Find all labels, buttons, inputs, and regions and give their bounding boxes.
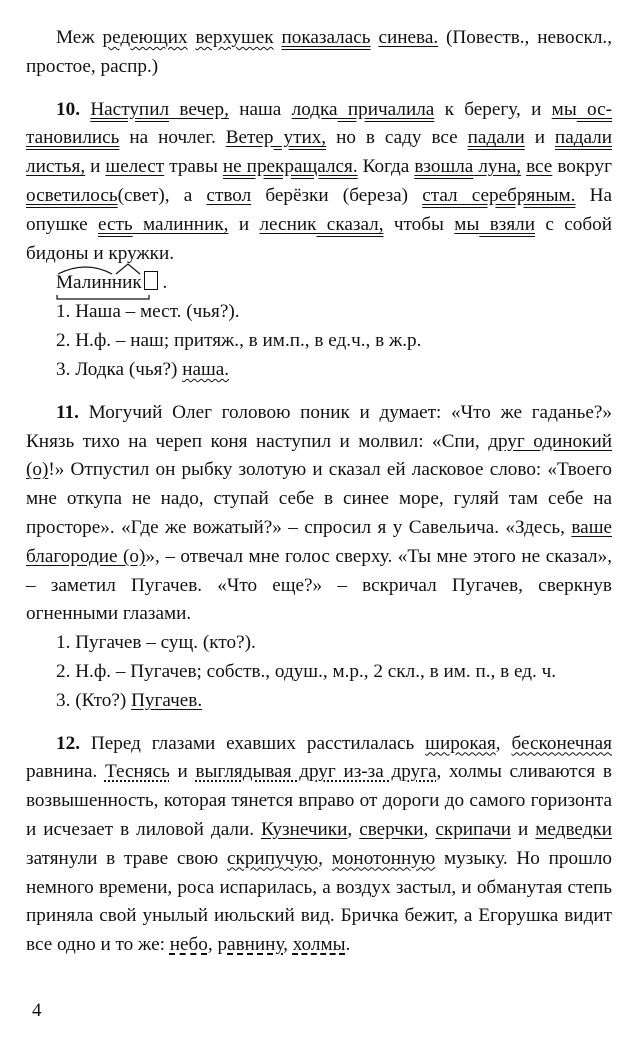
exercise-number: 12. [56, 732, 80, 754]
subject-word: лодка [291, 98, 338, 120]
text: берёзки (береза) [251, 184, 423, 206]
circumstance-word: Теснясь [104, 761, 170, 783]
list-item [26, 687, 612, 716]
scheme-word-text: Малинник [56, 272, 142, 294]
predicate-word: сказал, [316, 213, 384, 235]
definition-word: наша. [182, 358, 230, 380]
text: и [511, 818, 536, 840]
definition-word: верхушек [195, 27, 274, 48]
text: Когда [357, 156, 415, 178]
subject-word: луна, [473, 156, 522, 178]
subject-word: листья, [26, 156, 86, 178]
list-item: 1. Наша – мест. (чья?). [56, 301, 240, 323]
text: На опушке [26, 184, 612, 235]
predicate-word: Наступил [90, 98, 170, 120]
text: (свет), а [117, 184, 207, 206]
page-number: 4 [32, 1000, 42, 1021]
paragraph-11 [26, 399, 612, 629]
predicate-word: причалила [337, 98, 435, 120]
text: . [345, 934, 351, 956]
text: , [207, 934, 218, 956]
text: с собой бидоны и кружки. [26, 213, 613, 264]
text: но в саду все [326, 127, 468, 149]
predicate-word: не прекращался. [222, 156, 358, 178]
subject-word: скрипачи [435, 818, 511, 840]
predicate-word: показалась [281, 27, 371, 48]
spacer [26, 385, 612, 399]
definition-word: редеющих [102, 27, 188, 48]
paragraph-intro [26, 24, 612, 82]
subject-word: Кузнечики [261, 818, 348, 840]
address-phrase: ваше благородие (о) [26, 516, 612, 567]
predicate-word: взошла [414, 156, 474, 178]
subject-word: мы [551, 98, 577, 120]
text: Меж [56, 27, 103, 48]
exercise-number: 11. [56, 401, 79, 423]
text: , [423, 818, 436, 840]
subject-word: медведки [535, 818, 613, 840]
text: Могучий Олег головою поник и думает: «Что же гаданье?» Князь тихо на череп коня наступил и молвил: «Спи, [26, 401, 612, 452]
word-scheme [26, 268, 612, 298]
text: вокруг [552, 156, 612, 178]
predicate-word: падали [467, 127, 525, 149]
analysis-list-11 [26, 629, 612, 715]
list-item-text: 3. (Кто?) [56, 689, 132, 711]
paragraph-12 [26, 730, 612, 960]
space [80, 99, 90, 120]
subject-word: мы [454, 213, 480, 235]
spacer [26, 716, 612, 730]
list-item: 2. Н.ф. – Пугачев; собств., одуш., м.р., 2 скл., в им. п., в ед. ч. [56, 660, 557, 682]
address-phrase: друг одинокий (о) [26, 430, 612, 481]
text: Перед глазами ехавших расстилалась [79, 732, 426, 754]
object-word: равнину [217, 934, 284, 956]
subject-word: сверчки [359, 818, 424, 840]
text: и [85, 156, 106, 178]
text: травы [164, 156, 223, 178]
predicate-word: взяли [479, 213, 536, 235]
definition-word: широкая [425, 732, 496, 754]
definition-word: бесконечная [511, 732, 613, 754]
subject-word: ствол [206, 184, 252, 206]
subject-word: вечер, [169, 98, 229, 120]
text: (Повеств., невоскл., простое, распр.) [26, 27, 613, 77]
text: и [228, 213, 260, 235]
predicate-word: утих, [273, 127, 327, 149]
text: , холмы сливаются в возвышенность, которая тянется вправо от дороги до самого горизонта и исчезает в лиловой дали. [26, 761, 612, 840]
spacer [26, 82, 612, 96]
text: , [495, 732, 512, 754]
predicate-word: осветилось [26, 184, 118, 206]
object-word: небо [169, 934, 208, 956]
text: чтобы [383, 213, 455, 235]
list-item: 2. Н.ф. – наш; притяж., в им.п., в ед.ч., в ж.р. [56, 330, 422, 352]
text: к берегу, и [434, 98, 552, 120]
paragraph-10 [26, 96, 612, 269]
scheme-dot: . [157, 272, 168, 294]
exercise-number: 10. [56, 98, 80, 120]
predicate-word: остановились [26, 98, 613, 149]
subject-word: все [526, 156, 553, 178]
predicate-word: падали [554, 127, 612, 149]
text: », – отвечал мне голос сверху. «Ты мне этого не сказал», – заметил Пугачев. «Что еще?» – вскричал Пугачев, сверкнув огненными глазами. [26, 545, 612, 625]
list-item-text: 3. Лодка (чья?) [56, 358, 183, 380]
text: , [347, 818, 360, 840]
text: и [524, 127, 555, 149]
subject-word: Ветер [225, 127, 274, 149]
text: , [318, 847, 332, 869]
subject-word: шелест [105, 156, 165, 178]
text: на ночлег. [119, 127, 226, 149]
object-word: холмы [292, 934, 346, 956]
list-item: 1. Пугачев – сущ. (кто?). [56, 632, 256, 654]
subject-word: синева. [378, 27, 439, 48]
space [274, 27, 282, 48]
analysis-list-10 [26, 298, 612, 384]
circumstance-phrase: выглядывая друг из-за друга [195, 761, 437, 783]
page-content [26, 24, 612, 960]
subject-word: малинник, [132, 213, 229, 235]
text: музыку. Но прошло немного времени, роса испарилась, а воздух застыл, и обманутая степь приняла свой унылый июльский вид. Бричка бежит, а Егорушка видит все одно и то же: [26, 847, 613, 956]
text: , [283, 934, 293, 956]
definition-word: скрипучую [227, 847, 319, 869]
subject-word: лесник [259, 213, 317, 235]
text: наша [228, 98, 292, 120]
text: равнина. [26, 761, 105, 783]
text: !» Отпустил он рыбку золотую и сказал ей ласковое слово: «Твоего мне откупа не надо, ступай себе в синее море, гуляй там себе на просторе». «Где же вожатый?» – спросил я у Савельича. «Здесь, [26, 459, 612, 538]
text: и [169, 761, 196, 783]
definition-word: монотонную [331, 847, 436, 869]
predicate-word: есть [97, 213, 133, 235]
subject-word: Пугачев. [131, 689, 203, 711]
list-item [26, 356, 612, 385]
predicate-word: стал серебряным. [422, 184, 576, 206]
text: затянули в траве свою [26, 847, 227, 869]
scheme-word [56, 268, 142, 298]
morpheme-marks-icon [56, 262, 152, 302]
